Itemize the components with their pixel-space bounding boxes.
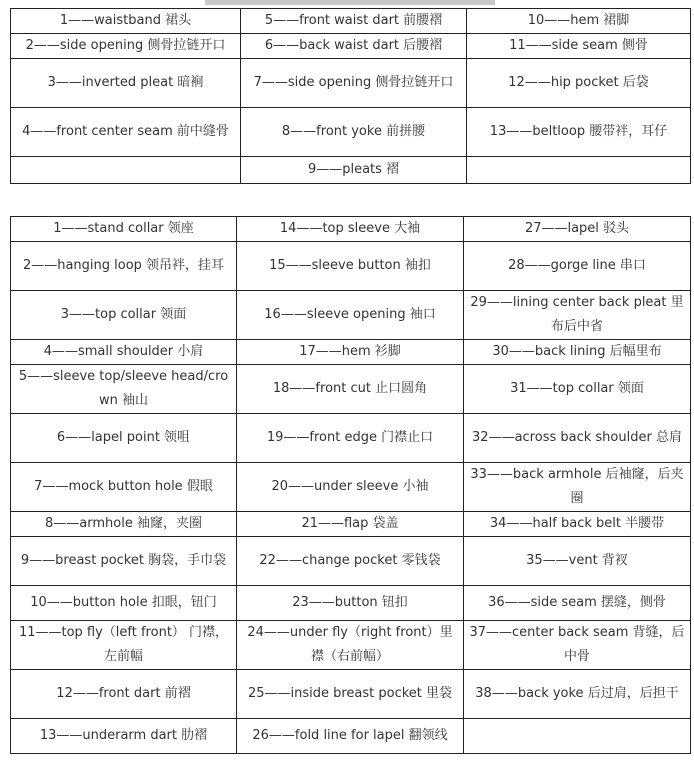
table-cell: 25——inside breast pocket 里袋 — [237, 670, 464, 719]
table-cell: 5——sleeve top/sleeve head/crown 袖山 — [11, 365, 237, 414]
table-cell: 3——top collar 领面 — [11, 291, 237, 340]
table-row — [11, 719, 691, 754]
table-cell: 24——under fly（right front）里襟（右前幅） — [237, 621, 464, 670]
table-cell: 18——front cut 止口圆角 — [237, 365, 464, 414]
table-row — [11, 463, 691, 512]
skirt-parts-table — [10, 8, 691, 184]
table-row — [11, 59, 691, 108]
table-row — [11, 537, 691, 586]
table-cell: 32——across back shoulder 总肩 — [464, 414, 691, 463]
table-cell: 31——top collar 领面 — [464, 365, 691, 414]
table-row — [11, 512, 691, 537]
table-cell: 16——sleeve opening 袖口 — [237, 291, 464, 340]
table-cell: 33——back armhole 后袖窿，后夹圈 — [464, 463, 691, 512]
table-row — [11, 670, 691, 719]
table-cell: 6——back waist dart 后腰褶 — [241, 34, 467, 59]
table-cell: 8——armhole 袖窿，夹圈 — [11, 512, 237, 537]
table-cell: 38——back yoke 后过肩，后担干 — [464, 670, 691, 719]
table-cell: 34——half back belt 半腰带 — [464, 512, 691, 537]
table-cell: 10——button hole 扣眼，钮门 — [11, 586, 237, 621]
table-row — [11, 621, 691, 670]
table-cell: 13——beltloop 腰带袢，耳仔 — [467, 108, 691, 157]
table-cell: 36——side seam 摆缝，侧骨 — [464, 586, 691, 621]
table-cell: 6——lapel point 领咀 — [11, 414, 237, 463]
table-cell: 9——breast pocket 胸袋，手巾袋 — [11, 537, 237, 586]
table-cell: 30——back lining 后幅里布 — [464, 340, 691, 365]
table-cell: 23——button 钮扣 — [237, 586, 464, 621]
table-cell: 26——fold line for lapel 翻领线 — [237, 719, 464, 754]
table-cell: 2——side opening 侧骨拉链开口 — [11, 34, 241, 59]
table-cell — [467, 157, 691, 184]
table-row — [11, 157, 691, 184]
table-row — [11, 291, 691, 340]
table-cell: 21——flap 袋盖 — [237, 512, 464, 537]
table-row — [11, 340, 691, 365]
table-cell: 20——under sleeve 小袖 — [237, 463, 464, 512]
table-row — [11, 217, 691, 242]
table-row — [11, 9, 691, 34]
table-cell: 5——front waist dart 前腰褶 — [241, 9, 467, 34]
table-cell: 1——stand collar 领座 — [11, 217, 237, 242]
table-cell: 28——gorge line 串口 — [464, 242, 691, 291]
table-cell: 11——side seam 侧骨 — [467, 34, 691, 59]
table-cell — [11, 157, 241, 184]
table-row — [11, 586, 691, 621]
table-row — [11, 34, 691, 59]
table-cell: 2——hanging loop 领吊袢，挂耳 — [11, 242, 237, 291]
table-cell: 12——hip pocket 后袋 — [467, 59, 691, 108]
table-cell: 37——center back seam 背缝，后中骨 — [464, 621, 691, 670]
table-cell: 8——front yoke 前拼腰 — [241, 108, 467, 157]
table-cell — [464, 719, 691, 754]
table-cell: 22——change pocket 零钱袋 — [237, 537, 464, 586]
table-row — [11, 242, 691, 291]
jacket-parts-table — [10, 216, 691, 754]
table-cell: 4——front center seam 前中缝骨 — [11, 108, 241, 157]
table-cell: 1——waistband 裙头 — [11, 9, 241, 34]
table-cell: 3——inverted pleat 暗裥 — [11, 59, 241, 108]
table-cell: 15——sleeve button 袖扣 — [237, 242, 464, 291]
table-cell: 7——mock button hole 假眼 — [11, 463, 237, 512]
table-cell: 12——front dart 前褶 — [11, 670, 237, 719]
table-cell: 17——hem 衫脚 — [237, 340, 464, 365]
table-cell: 19——front edge 门襟止口 — [237, 414, 464, 463]
table-row — [11, 414, 691, 463]
table-cell: 9——pleats 褶 — [241, 157, 467, 184]
table-cell: 10——hem 裙脚 — [467, 9, 691, 34]
table-cell: 29——lining center back pleat 里布后中省 — [464, 291, 691, 340]
table-cell: 14——top sleeve 大袖 — [237, 217, 464, 242]
cropped-caption-bar — [205, 0, 495, 5]
table-row — [11, 108, 691, 157]
table-cell: 13——underarm dart 肋褶 — [11, 719, 237, 754]
table-cell: 4——small shoulder 小肩 — [11, 340, 237, 365]
table-cell: 11——top fly（left front） 门襟，左前幅 — [11, 621, 237, 670]
table-cell: 35——vent 背衩 — [464, 537, 691, 586]
table-cell: 27——lapel 驳头 — [464, 217, 691, 242]
table-cell: 7——side opening 侧骨拉链开口 — [241, 59, 467, 108]
table-row — [11, 365, 691, 414]
